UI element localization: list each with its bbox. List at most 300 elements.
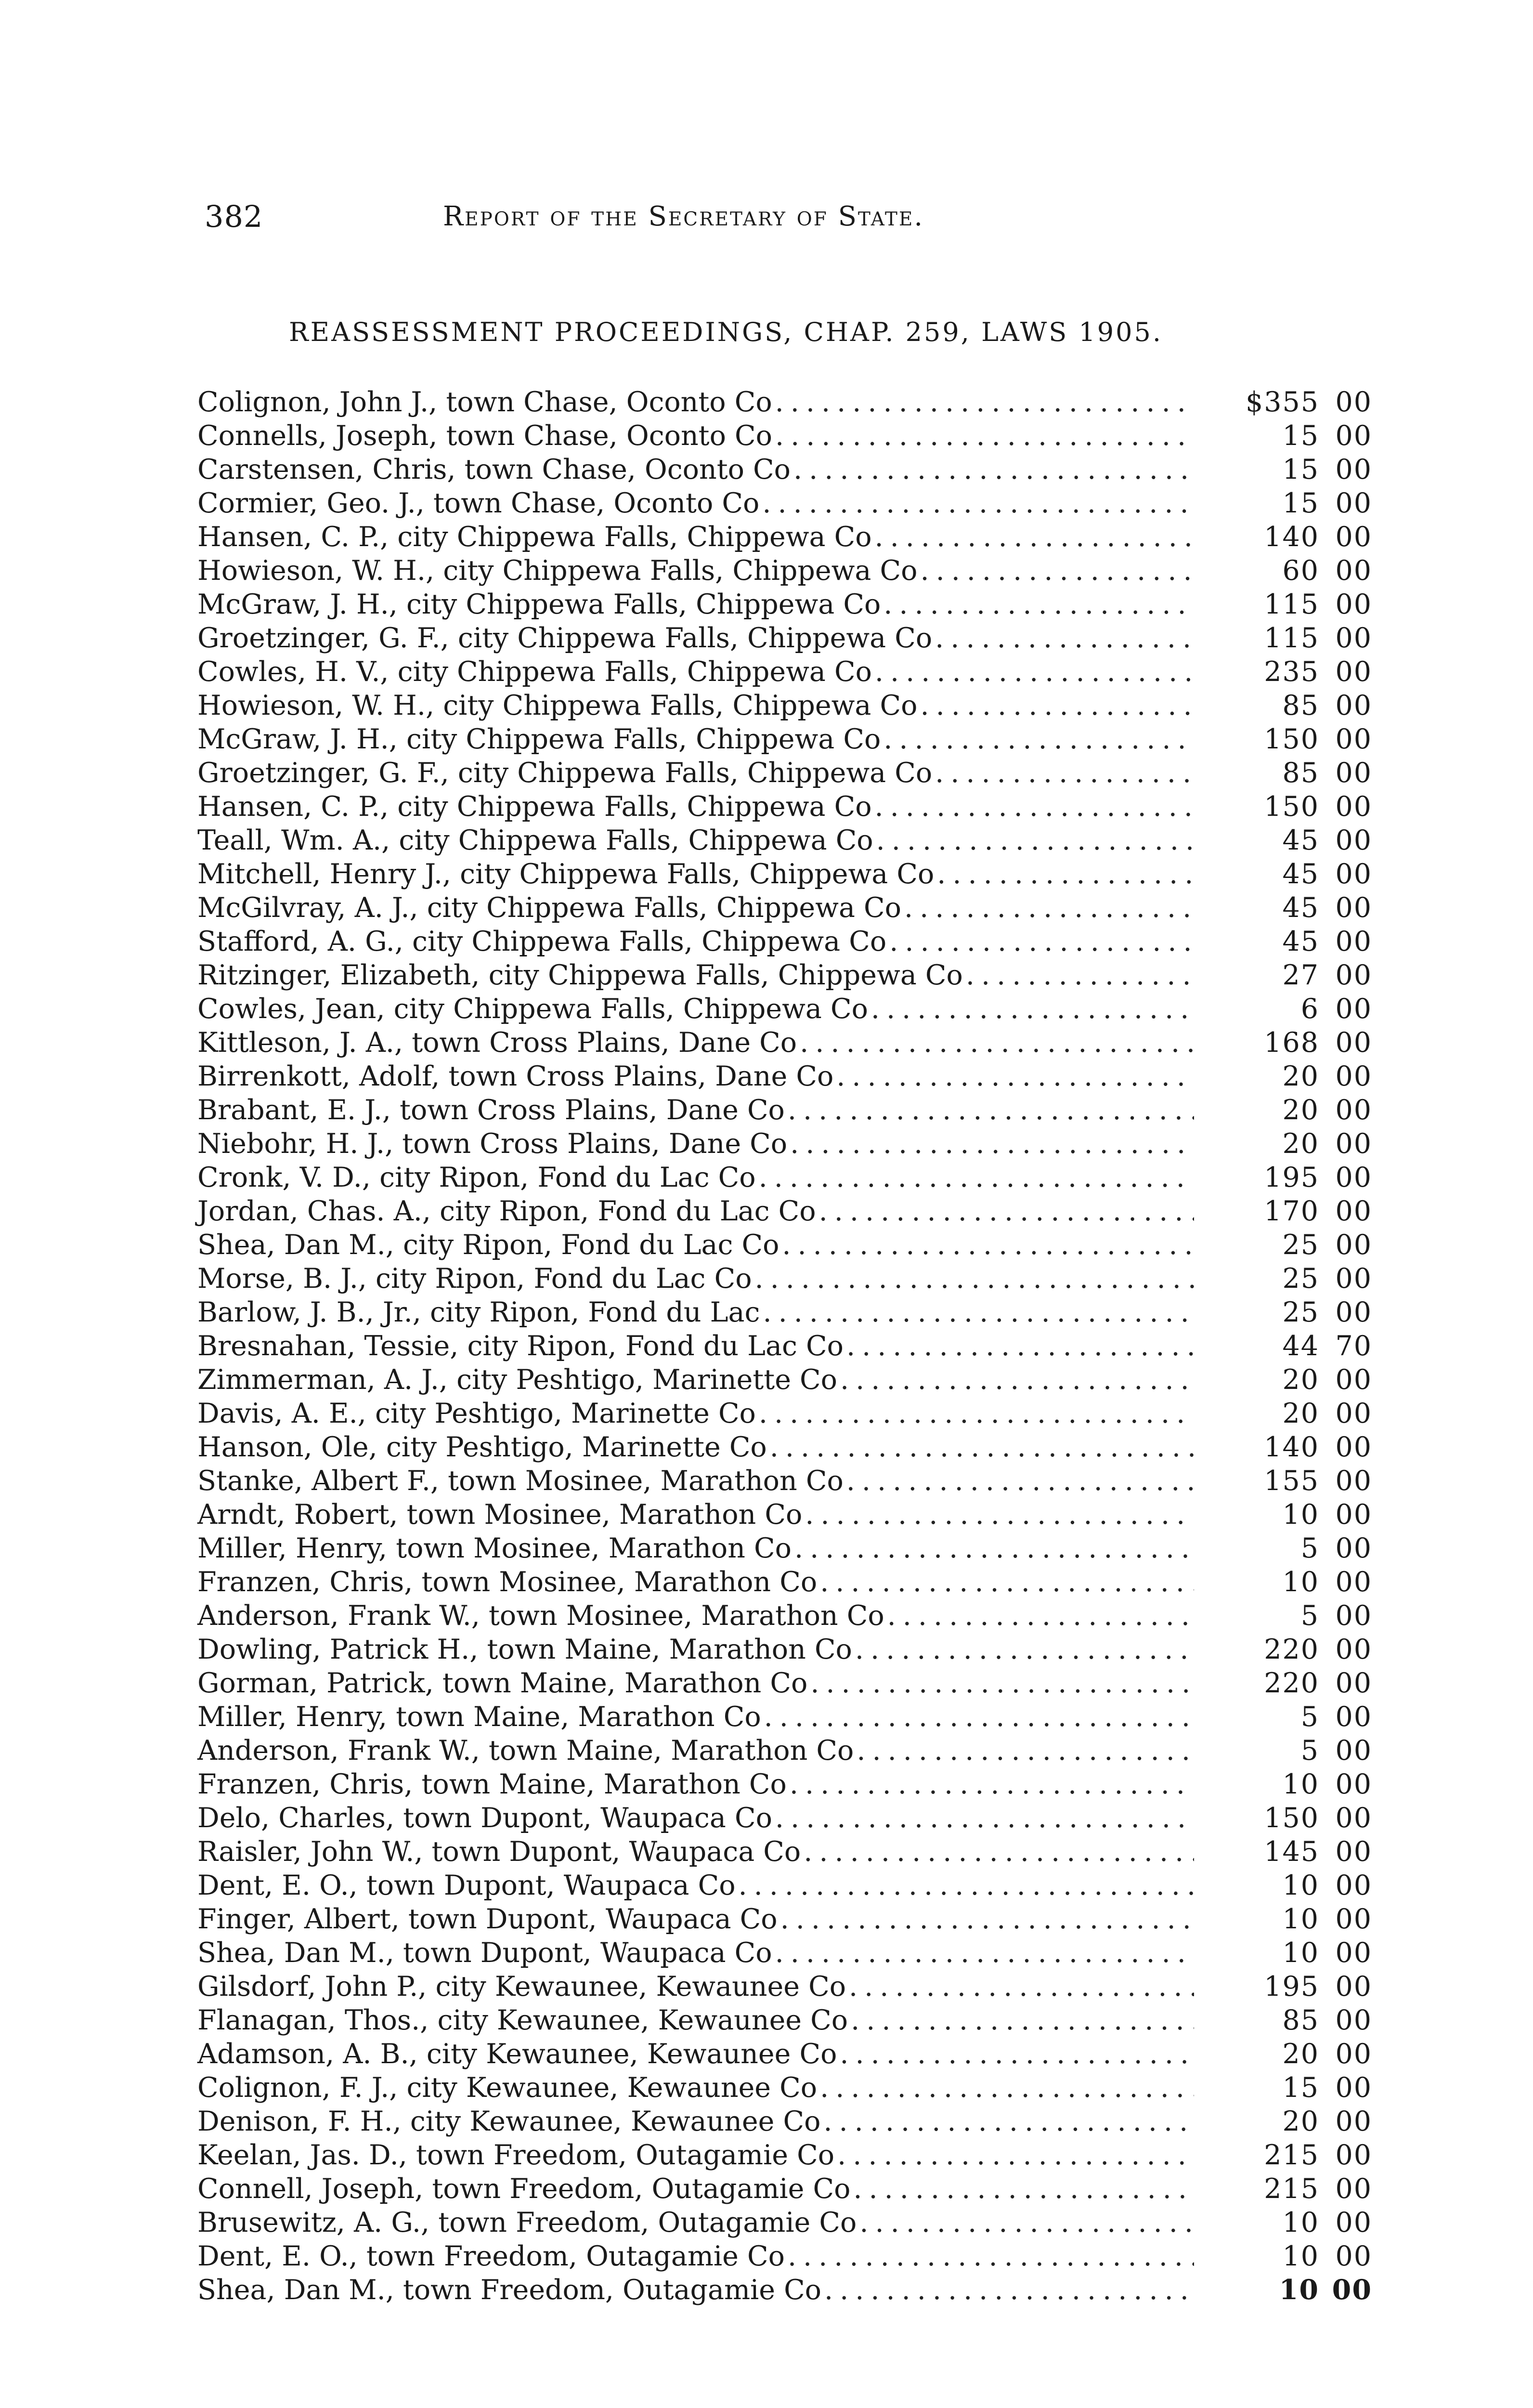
list-item (197, 486, 1372, 520)
entry-amount (1199, 790, 1372, 824)
amount-cents: 00 (1335, 926, 1372, 957)
amount-cents: 00 (1335, 824, 1372, 856)
dot-leader (805, 1498, 1194, 1531)
entry-name: Franzen, Chris, town Mosinee, Marathon Co (197, 1566, 818, 1598)
amount-cents: 00 (1335, 1027, 1372, 1059)
amount-dollars: 195 (1264, 1162, 1319, 1193)
list-item (197, 958, 1372, 992)
dot-leader (790, 1767, 1194, 1801)
dot-leader (775, 1801, 1194, 1835)
entry-name: Dent, E. O., town Dupont, Waupaca Co (197, 1870, 736, 1901)
amount-dollars: 20 (1282, 1398, 1319, 1429)
amount-cents: 00 (1335, 2207, 1372, 2238)
list-item (197, 1835, 1372, 1869)
entry-name: Niebohr, H. J., town Cross Plains, Dane Co (197, 1128, 788, 1160)
list-item (197, 1869, 1372, 1902)
entry-amount (1199, 1329, 1372, 1363)
entry-amount (1199, 992, 1372, 1026)
dot-leader (782, 1228, 1194, 1262)
amount-dollars: 10 (1282, 2240, 1319, 2272)
amount-cents: 00 (1335, 1128, 1372, 1160)
amount-dollars: 140 (1264, 1431, 1319, 1463)
entry-name: Cormier, Geo. J., town Chase, Oconto Co (197, 487, 760, 519)
entry-amount (1199, 756, 1372, 790)
amount-dollars: 10 (1282, 1499, 1319, 1531)
amount-dollars: 25 (1282, 1296, 1319, 1328)
list-item (197, 722, 1372, 756)
amount-dollars: 45 (1282, 892, 1319, 924)
amount-dollars: 115 (1264, 622, 1319, 654)
entry-amount (1199, 1835, 1372, 1869)
amount-dollars: 44 (1282, 1330, 1319, 1362)
dot-leader (794, 1531, 1194, 1565)
amount-dollars: 10 (1279, 2274, 1319, 2306)
list-item (197, 385, 1372, 419)
amount-cents: 00 (1335, 858, 1372, 890)
amount-cents: 00 (1335, 420, 1372, 452)
amount-dollars: 220 (1264, 1634, 1319, 1665)
entry-name: McGraw, J. H., city Chippewa Falls, Chippewa Co (197, 723, 881, 755)
list-item (197, 1060, 1372, 1093)
entry-amount (1199, 1633, 1372, 1666)
entry-name: Miller, Henry, town Maine, Marathon Co (197, 1701, 761, 1733)
dot-leader (763, 1296, 1194, 1329)
amount-cents: 00 (1335, 2173, 1372, 2205)
amount-cents: 00 (1335, 1296, 1372, 1328)
dot-leader (788, 2239, 1194, 2273)
dot-leader (775, 419, 1194, 453)
amount-dollars: 15 (1282, 2072, 1319, 2104)
entry-name: Birrenkott, Adolf, town Cross Plains, Dane Co (197, 1060, 834, 1092)
amount-cents: 70 (1335, 1330, 1372, 1362)
list-item (197, 419, 1372, 453)
entry-amount (1199, 1666, 1372, 1700)
running-title: Report of the Secretary of State. (443, 201, 924, 232)
entry-name: Anderson, Frank W., town Maine, Marathon Co (197, 1735, 854, 1767)
entry-name: McGilvray, A. J., city Chippewa Falls, Chippewa Co (197, 892, 901, 924)
entry-name: Cowles, Jean, city Chippewa Falls, Chippewa Co (197, 993, 868, 1025)
dot-leader (840, 1363, 1194, 1397)
entry-name: Hanson, Ole, city Peshtigo, Marinette Co (197, 1431, 767, 1463)
amount-cents: 00 (1335, 757, 1372, 789)
entry-name: Connells, Joseph, town Chase, Oconto Co (197, 420, 772, 452)
entry-name: Denison, F. H., city Kewaunee, Kewaunee Co (197, 2106, 821, 2137)
amount-cents: 00 (1335, 2072, 1372, 2104)
entry-name: Raisler, John W., town Dupont, Waupaca Co (197, 1836, 801, 1868)
amount-cents: 00 (1335, 1229, 1372, 1261)
dot-leader (788, 1093, 1194, 1127)
entry-name: Bresnahan, Tessie, city Ripon, Fond du Lac Co (197, 1330, 844, 1362)
entry-amount (1199, 1936, 1372, 1970)
list-item (197, 2105, 1372, 2138)
dot-leader (875, 790, 1194, 824)
amount-cents: 00 (1335, 1870, 1372, 1901)
amount-dollars: 220 (1264, 1667, 1319, 1699)
list-item (197, 1194, 1372, 1228)
list-item (197, 1970, 1372, 2003)
list-item (197, 588, 1372, 621)
amount-cents: 00 (1335, 1465, 1372, 1497)
amount-dollars: 15 (1282, 454, 1319, 485)
entry-amount (1199, 453, 1372, 486)
amount-dollars: 115 (1264, 589, 1319, 620)
dot-leader (966, 958, 1194, 992)
dot-leader (853, 2172, 1194, 2206)
dot-leader (759, 1397, 1194, 1430)
amount-dollars: 25 (1282, 1229, 1319, 1261)
amount-dollars: 5 (1300, 1701, 1319, 1733)
entry-name: Anderson, Frank W., town Mosinee, Marathon Co (197, 1600, 884, 1632)
entry-name: Ritzinger, Elizabeth, city Chippewa Falls, Chippewa Co (197, 959, 963, 991)
entry-name: McGraw, J. H., city Chippewa Falls, Chippewa Co (197, 589, 881, 620)
amount-dollars: 140 (1264, 521, 1319, 553)
list-item (197, 891, 1372, 925)
list-item (197, 520, 1372, 554)
amount-cents: 00 (1335, 1499, 1372, 1531)
list-item (197, 1767, 1372, 1801)
entry-amount (1199, 1026, 1372, 1060)
entry-amount (1199, 824, 1372, 857)
entry-amount (1199, 1734, 1372, 1767)
amount-cents: 00 (1335, 386, 1372, 418)
list-item (197, 2172, 1372, 2206)
amount-dollars: 20 (1282, 1094, 1319, 1126)
dot-leader (823, 2105, 1194, 2138)
amount-cents: 00 (1335, 454, 1372, 485)
page-header (205, 188, 1143, 246)
entry-amount (1199, 1565, 1372, 1599)
list-item (197, 1666, 1372, 1700)
entry-amount (1199, 1093, 1372, 1127)
entry-amount (1199, 1262, 1372, 1296)
list-item (197, 1633, 1372, 1666)
entry-amount (1199, 1869, 1372, 1902)
entry-name: Morse, B. J., city Ripon, Fond du Lac Co (197, 1263, 752, 1295)
dot-leader (764, 1700, 1194, 1734)
entry-amount (1199, 1464, 1372, 1498)
list-item (197, 1127, 1372, 1161)
dot-leader (871, 992, 1194, 1026)
entry-name: Finger, Albert, town Dupont, Waupaca Co (197, 1903, 778, 1935)
entry-name: Stafford, A. G., city Chippewa Falls, Chippewa Co (197, 926, 887, 957)
amount-dollars: 20 (1282, 1060, 1319, 1092)
amount-cents: 00 (1335, 1836, 1372, 1868)
amount-dollars: 15 (1282, 420, 1319, 452)
list-item (197, 1700, 1372, 1734)
amount-cents: 00 (1335, 993, 1372, 1025)
amount-cents: 00 (1335, 2038, 1372, 2070)
amount-cents: 00 (1335, 1195, 1372, 1227)
entry-amount (1199, 1970, 1372, 2003)
entry-name: Colignon, John J., town Chase, Oconto Co (197, 386, 772, 418)
list-item (197, 1734, 1372, 1767)
entry-amount (1199, 2239, 1372, 2273)
amount-dollars: 25 (1282, 1263, 1319, 1295)
entry-name: Howieson, W. H., city Chippewa Falls, Chippewa Co (197, 690, 918, 721)
list-item (197, 1329, 1372, 1363)
amount-dollars: 6 (1300, 993, 1319, 1025)
amount-dollars: 10 (1282, 1870, 1319, 1901)
dot-leader (840, 2037, 1194, 2071)
amount-cents: 00 (1335, 1162, 1372, 1193)
amount-cents: 00 (1335, 1634, 1372, 1665)
entry-amount (1199, 1498, 1372, 1531)
entry-name: Mitchell, Henry J., city Chippewa Falls, Chippewa Co (197, 858, 935, 890)
dot-leader (875, 655, 1194, 689)
list-item (197, 756, 1372, 790)
entry-amount (1199, 2037, 1372, 2071)
entry-name: Kittleson, J. A., town Cross Plains, Dane Co (197, 1027, 797, 1059)
entry-name: Hansen, C. P., city Chippewa Falls, Chippewa Co (197, 791, 872, 823)
dot-leader (804, 1835, 1194, 1869)
entry-amount (1199, 2071, 1372, 2105)
entry-amount (1199, 925, 1372, 958)
amount-dollars: 85 (1282, 2004, 1319, 2036)
amount-cents: 00 (1335, 723, 1372, 755)
entry-amount (1199, 857, 1372, 891)
list-item (197, 621, 1372, 655)
entry-name: Delo, Charles, town Dupont, Waupaca Co (197, 1802, 772, 1834)
amount-cents: 00 (1335, 1532, 1372, 1564)
entry-amount (1199, 1430, 1372, 1464)
entry-name: Hansen, C. P., city Chippewa Falls, Chippewa Co (197, 521, 872, 553)
amount-dollars: 20 (1282, 1364, 1319, 1396)
entry-name: Jordan, Chas. A., city Ripon, Fond du Lac Co (197, 1195, 816, 1227)
amount-cents: 00 (1332, 2274, 1372, 2306)
dot-leader (846, 1464, 1194, 1498)
page-number: 382 (205, 199, 263, 234)
entry-name: Carstensen, Chris, town Chase, Oconto Co (197, 454, 791, 485)
amount-cents: 00 (1335, 656, 1372, 688)
entry-amount (1199, 958, 1372, 992)
entry-amount (1199, 486, 1372, 520)
list-item (197, 925, 1372, 958)
list-item (197, 992, 1372, 1026)
entry-amount (1199, 520, 1372, 554)
amount-cents: 00 (1335, 791, 1372, 823)
entry-amount (1199, 1700, 1372, 1734)
amount-cents: 00 (1335, 1937, 1372, 1969)
dot-leader (935, 621, 1194, 655)
entry-amount (1199, 1296, 1372, 1329)
dot-leader (846, 1329, 1194, 1363)
entry-name: Shea, Dan M., city Ripon, Fond du Lac Co (197, 1229, 779, 1261)
list-item (197, 1228, 1372, 1262)
dot-leader (920, 689, 1194, 722)
amount-cents: 00 (1335, 2106, 1372, 2137)
entry-amount (1199, 1127, 1372, 1161)
amount-dollars: 20 (1282, 2038, 1319, 2070)
amount-dollars: 27 (1282, 959, 1319, 991)
entry-amount (1199, 1902, 1372, 1936)
dot-leader (775, 385, 1194, 419)
entry-name: Flanagan, Thos., city Kewaunee, Kewaunee Co (197, 2004, 848, 2036)
entry-amount (1199, 1599, 1372, 1633)
dot-leader (755, 1262, 1194, 1296)
list-item (197, 824, 1372, 857)
amount-cents: 00 (1335, 1802, 1372, 1834)
amount-dollars: 150 (1264, 1802, 1319, 1834)
amount-cents: 00 (1335, 1060, 1372, 1092)
amount-dollars: 20 (1282, 2106, 1319, 2137)
list-item (197, 1161, 1372, 1194)
entry-amount (1199, 1228, 1372, 1262)
entry-amount (1199, 2206, 1372, 2239)
entry-name: Groetzinger, G. F., city Chippewa Falls, Chippewa Co (197, 757, 933, 789)
entry-name: Stanke, Albert F., town Mosinee, Marathon Co (197, 1465, 844, 1497)
entry-amount (1199, 554, 1372, 588)
entry-amount (1199, 2273, 1372, 2307)
list-item (197, 689, 1372, 722)
list-item (197, 1801, 1372, 1835)
amount-dollars: 10 (1282, 1937, 1319, 1969)
amount-dollars: 10 (1282, 1566, 1319, 1598)
amount-dollars: 10 (1282, 1768, 1319, 1800)
list-item (197, 857, 1372, 891)
entry-name: Connell, Joseph, town Freedom, Outagamie Co (197, 2173, 851, 2205)
amount-cents: 00 (1335, 2139, 1372, 2171)
amount-cents: 00 (1335, 555, 1372, 587)
amount-dollars: 5 (1300, 1735, 1319, 1767)
list-item (197, 1902, 1372, 1936)
list-item (197, 1296, 1372, 1329)
list-item (197, 655, 1372, 689)
amount-cents: 00 (1335, 1667, 1372, 1699)
entry-amount (1199, 2138, 1372, 2172)
dot-leader (819, 1194, 1194, 1228)
amount-dollars: 60 (1282, 555, 1319, 587)
amount-cents: 00 (1335, 1971, 1372, 2002)
entry-name: Arndt, Robert, town Mosinee, Marathon Co (197, 1499, 803, 1531)
list-item (197, 790, 1372, 824)
entry-list (197, 385, 1372, 2307)
amount-dollars: 150 (1264, 791, 1319, 823)
dot-leader (851, 2003, 1194, 2037)
list-item (197, 2239, 1372, 2273)
amount-dollars: 85 (1282, 690, 1319, 721)
list-item (197, 1397, 1372, 1430)
entry-name: Groetzinger, G. F., city Chippewa Falls, Chippewa Co (197, 622, 933, 654)
list-item (197, 2003, 1372, 2037)
amount-dollars: 45 (1282, 824, 1319, 856)
amount-cents: 00 (1335, 622, 1372, 654)
dot-leader (889, 925, 1194, 958)
dot-leader (937, 857, 1194, 891)
amount-dollars: 215 (1264, 2139, 1319, 2171)
amount-dollars: 45 (1282, 858, 1319, 890)
entry-amount (1199, 1531, 1372, 1565)
list-item (197, 1093, 1372, 1127)
entry-amount (1199, 1801, 1372, 1835)
entry-amount (1199, 722, 1372, 756)
entry-amount (1199, 1767, 1372, 1801)
dot-leader (800, 1026, 1194, 1060)
list-item (197, 1599, 1372, 1633)
amount-dollars: 85 (1282, 757, 1319, 789)
entry-name: Miller, Henry, town Mosinee, Marathon Co (197, 1532, 792, 1564)
amount-dollars: 215 (1264, 2173, 1319, 2205)
entry-amount (1199, 1363, 1372, 1397)
entry-amount (1199, 385, 1372, 419)
amount-dollars: 145 (1264, 1836, 1319, 1868)
list-item (197, 1498, 1372, 1531)
amount-cents: 00 (1335, 1600, 1372, 1632)
list-item (197, 2037, 1372, 2071)
entry-amount (1199, 2105, 1372, 2138)
dot-leader (883, 722, 1194, 756)
entry-name: Keelan, Jas. D., town Freedom, Outagamie Co (197, 2139, 835, 2171)
amount-dollars: 235 (1264, 656, 1319, 688)
entry-name: Adamson, A. B., city Kewaunee, Kewaunee Co (197, 2038, 837, 2070)
amount-cents: 00 (1335, 589, 1372, 620)
amount-dollars: 10 (1282, 2207, 1319, 2238)
dot-leader (780, 1902, 1194, 1936)
dot-leader (887, 1599, 1194, 1633)
amount-cents: 00 (1335, 1701, 1372, 1733)
amount-cents: 00 (1335, 690, 1372, 721)
amount-cents: 00 (1335, 1263, 1372, 1295)
entry-name: Gilsdorf, John P., city Kewaunee, Kewaunee Co (197, 1971, 846, 2002)
dot-leader (875, 520, 1194, 554)
amount-dollars: 45 (1282, 926, 1319, 957)
amount-dollars: 20 (1282, 1128, 1319, 1160)
amount-dollars: 195 (1264, 1971, 1319, 2002)
dot-leader (775, 1936, 1194, 1970)
dot-leader (759, 1161, 1194, 1194)
dot-leader (876, 824, 1194, 857)
dot-leader (836, 1060, 1194, 1093)
entry-amount (1199, 2003, 1372, 2037)
dot-leader (820, 1565, 1194, 1599)
dot-leader (837, 2138, 1194, 2172)
list-item (197, 1531, 1372, 1565)
dot-leader (904, 891, 1194, 925)
dot-leader (793, 453, 1194, 486)
amount-cents: 00 (1335, 1364, 1372, 1396)
list-item (197, 453, 1372, 486)
entry-amount (1199, 655, 1372, 689)
entry-amount (1199, 1194, 1372, 1228)
amount-cents: 00 (1335, 1094, 1372, 1126)
entry-amount (1199, 621, 1372, 655)
entry-name: Howieson, W. H., city Chippewa Falls, Chippewa Co (197, 555, 918, 587)
entry-name: Franzen, Chris, town Maine, Marathon Co (197, 1768, 787, 1800)
dot-leader (859, 2206, 1194, 2239)
amount-dollars: 15 (1282, 487, 1319, 519)
entry-amount (1199, 419, 1372, 453)
amount-dollars: 5 (1300, 1600, 1319, 1632)
dot-leader (762, 486, 1194, 520)
amount-cents: 00 (1335, 521, 1372, 553)
amount-cents: 00 (1335, 1768, 1372, 1800)
amount-cents: 00 (1335, 892, 1372, 924)
entry-name: Zimmerman, A. J., city Peshtigo, Marinette Co (197, 1364, 837, 1396)
amount-cents: 00 (1335, 1566, 1372, 1598)
entry-name: Colignon, F. J., city Kewaunee, Kewaunee Co (197, 2072, 818, 2104)
entry-amount (1199, 588, 1372, 621)
list-item (197, 1430, 1372, 1464)
entry-amount (1199, 1161, 1372, 1194)
entry-amount (1199, 1397, 1372, 1430)
amount-dollars: 5 (1300, 1532, 1319, 1564)
amount-cents: 00 (1335, 2004, 1372, 2036)
dot-leader (820, 2071, 1194, 2105)
entry-amount (1199, 1060, 1372, 1093)
dot-leader (857, 1734, 1194, 1767)
amount-cents: 00 (1335, 1398, 1372, 1429)
dot-leader (810, 1666, 1194, 1700)
list-item (197, 1936, 1372, 1970)
